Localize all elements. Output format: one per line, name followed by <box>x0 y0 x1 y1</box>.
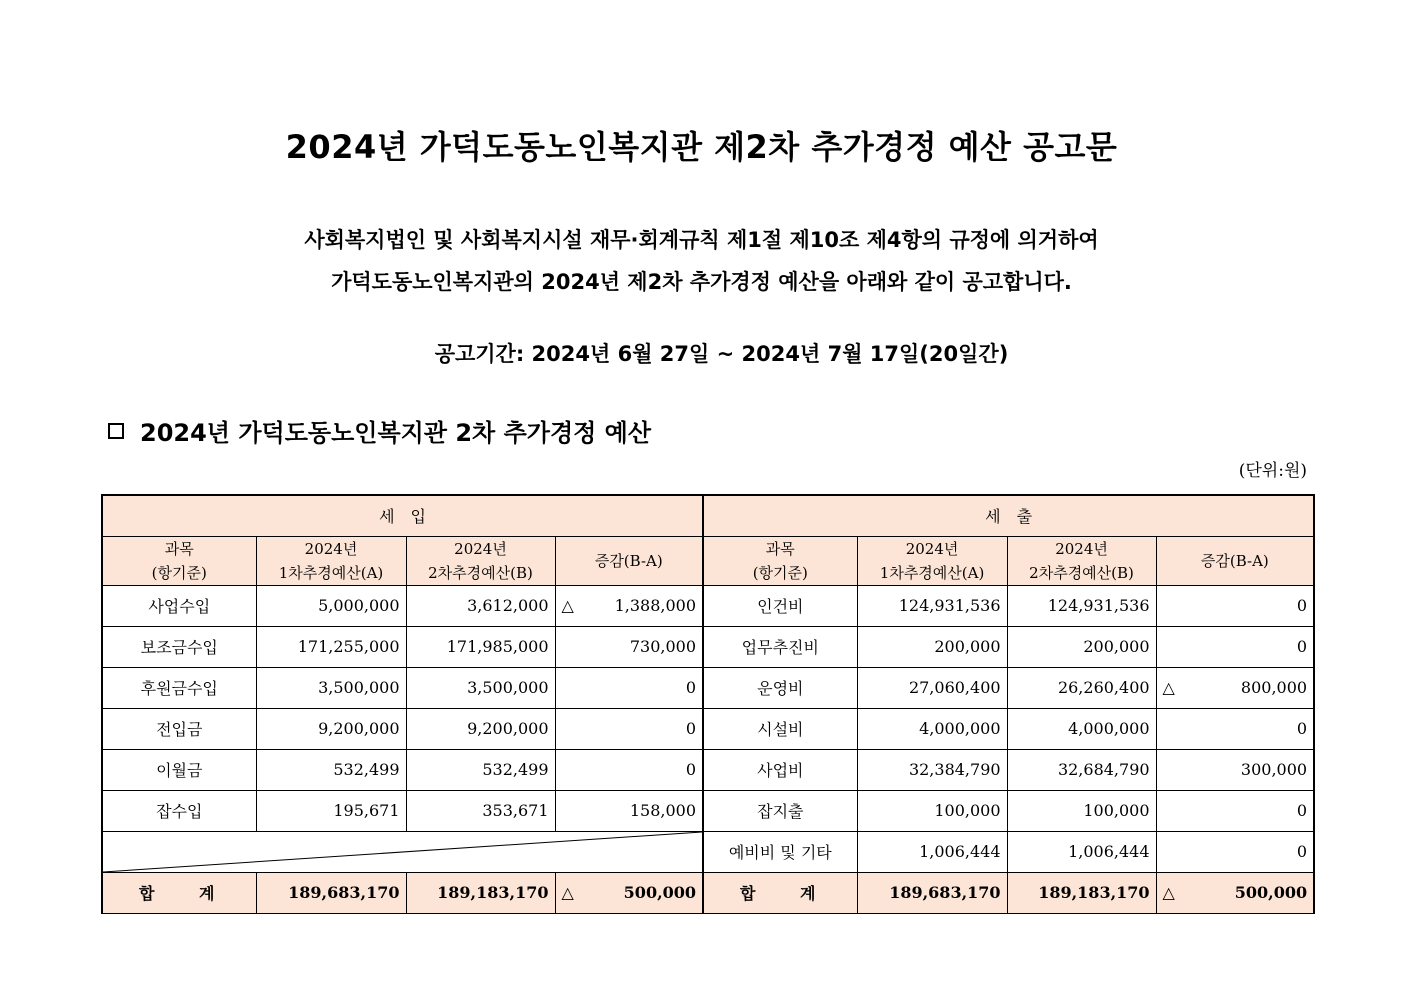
revenue-b: 3,612,000 <box>406 585 555 626</box>
expense-b: 32,684,790 <box>1007 749 1156 790</box>
expense-subject: 운영비 <box>703 667 857 708</box>
expense-header: 세 출 <box>703 495 1314 536</box>
revenue-a: 171,255,000 <box>256 626 406 667</box>
diagonal-line <box>103 832 702 872</box>
expense-subject-header: 과목 (항기준) <box>703 536 857 585</box>
revenue-total-diff: △ 500,000 <box>555 872 703 913</box>
revenue-total-label: 합 계 <box>102 872 256 913</box>
revenue-a: 9,200,000 <box>256 708 406 749</box>
expense-subject: 업무추진비 <box>703 626 857 667</box>
revenue-subject: 전입금 <box>102 708 256 749</box>
revenue-a: 195,671 <box>256 790 406 831</box>
revenue-a: 5,000,000 <box>256 585 406 626</box>
expense-b: 1,006,444 <box>1007 831 1156 872</box>
diff-value: 1,388,000 <box>614 596 697 615</box>
unit-label: (단위:원) <box>1238 461 1307 481</box>
expense-diff: 0 <box>1156 626 1314 667</box>
revenue-subject: 잡수입 <box>102 790 256 831</box>
expense-diff-header: 증감(B-A) <box>1156 536 1314 585</box>
expense-diff <box>1156 667 1314 708</box>
section-heading <box>108 413 651 448</box>
revenue-a: 532,499 <box>256 749 406 790</box>
empty-revenue-cell <box>102 831 703 872</box>
expense-b: 124,931,536 <box>1007 585 1156 626</box>
decrease-mark: △ <box>561 596 574 615</box>
revenue-diff: 0 <box>555 749 703 790</box>
expense-b-header: 2024년 2차추경예산(B) <box>1007 536 1156 585</box>
revenue-subject: 이월금 <box>102 749 256 790</box>
expense-total-a: 189,683,170 <box>857 872 1007 913</box>
revenue-total-a: 189,683,170 <box>256 872 406 913</box>
expense-subject: 시설비 <box>703 708 857 749</box>
expense-subject: 인건비 <box>703 585 857 626</box>
table-row <box>102 749 1314 790</box>
expense-diff: 300,000 <box>1156 749 1314 790</box>
revenue-subject-header: 과목 (항기준) <box>102 536 256 585</box>
expense-a: 100,000 <box>857 790 1007 831</box>
budget-table <box>101 494 1315 914</box>
decrease-mark: △ <box>1162 678 1175 697</box>
expense-b: 26,260,400 <box>1007 667 1156 708</box>
expense-a: 200,000 <box>857 626 1007 667</box>
total-row <box>102 872 1314 913</box>
expense-total-b: 189,183,170 <box>1007 872 1156 913</box>
expense-a: 27,060,400 <box>857 667 1007 708</box>
notice-period: 공고기간: 2024년 6월 27일 ~ 2024년 7월 17일(20일간) <box>434 342 1009 366</box>
section-title: 2024년 가덕도동노인복지관 2차 추가경정 예산 <box>140 419 652 447</box>
revenue-subject: 후원금수입 <box>102 667 256 708</box>
table-row <box>102 667 1314 708</box>
expense-b: 200,000 <box>1007 626 1156 667</box>
table-row <box>102 831 1314 872</box>
expense-total-label: 합 계 <box>703 872 857 913</box>
expense-total-diff: △ 500,000 <box>1156 872 1314 913</box>
intro-line-2: 가덕도동노인복지관의 2024년 제2차 추가경정 예산을 아래와 같이 공고합니다. <box>331 270 1072 294</box>
revenue-subject: 보조금수입 <box>102 626 256 667</box>
revenue-total-b: 189,183,170 <box>406 872 555 913</box>
table-body <box>102 585 1314 872</box>
revenue-a: 3,500,000 <box>256 667 406 708</box>
intro-line-1: 사회복지법인 및 사회복지시설 재무·회계규칙 제1절 제10조 제4항의 규정에 의거하여 <box>304 228 1099 252</box>
revenue-diff-header: 증감(B-A) <box>555 536 703 585</box>
revenue-a-header: 2024년 1차추경예산(A) <box>256 536 406 585</box>
expense-a: 1,006,444 <box>857 831 1007 872</box>
revenue-b-header: 2024년 2차추경예산(B) <box>406 536 555 585</box>
revenue-diff: 730,000 <box>555 626 703 667</box>
table-row <box>102 585 1314 626</box>
table-row <box>102 708 1314 749</box>
table-row <box>102 626 1314 667</box>
revenue-diff: 0 <box>555 708 703 749</box>
expense-a: 4,000,000 <box>857 708 1007 749</box>
revenue-diff: 158,000 <box>555 790 703 831</box>
table-row <box>102 790 1314 831</box>
diff-value: 800,000 <box>1240 678 1308 697</box>
expense-diff: 0 <box>1156 585 1314 626</box>
revenue-diff <box>555 585 703 626</box>
revenue-b: 353,671 <box>406 790 555 831</box>
revenue-b: 532,499 <box>406 749 555 790</box>
expense-a: 124,931,536 <box>857 585 1007 626</box>
revenue-header: 세 입 <box>102 495 703 536</box>
revenue-subject: 사업수입 <box>102 585 256 626</box>
expense-diff: 0 <box>1156 790 1314 831</box>
expense-subject: 잡지출 <box>703 790 857 831</box>
expense-subject: 예비비 및 기타 <box>703 831 857 872</box>
expense-diff: 0 <box>1156 708 1314 749</box>
page-title: 2024년 가덕도동노인복지관 제2차 추가경정 예산 공고문 <box>285 128 1118 166</box>
revenue-b: 3,500,000 <box>406 667 555 708</box>
revenue-diff: 0 <box>555 667 703 708</box>
expense-a: 32,384,790 <box>857 749 1007 790</box>
expense-subject: 사업비 <box>703 749 857 790</box>
revenue-b: 9,200,000 <box>406 708 555 749</box>
expense-b: 100,000 <box>1007 790 1156 831</box>
square-bullet-icon <box>108 423 124 439</box>
expense-a-header: 2024년 1차추경예산(A) <box>857 536 1007 585</box>
expense-b: 4,000,000 <box>1007 708 1156 749</box>
revenue-b: 171,985,000 <box>406 626 555 667</box>
expense-diff: 0 <box>1156 831 1314 872</box>
